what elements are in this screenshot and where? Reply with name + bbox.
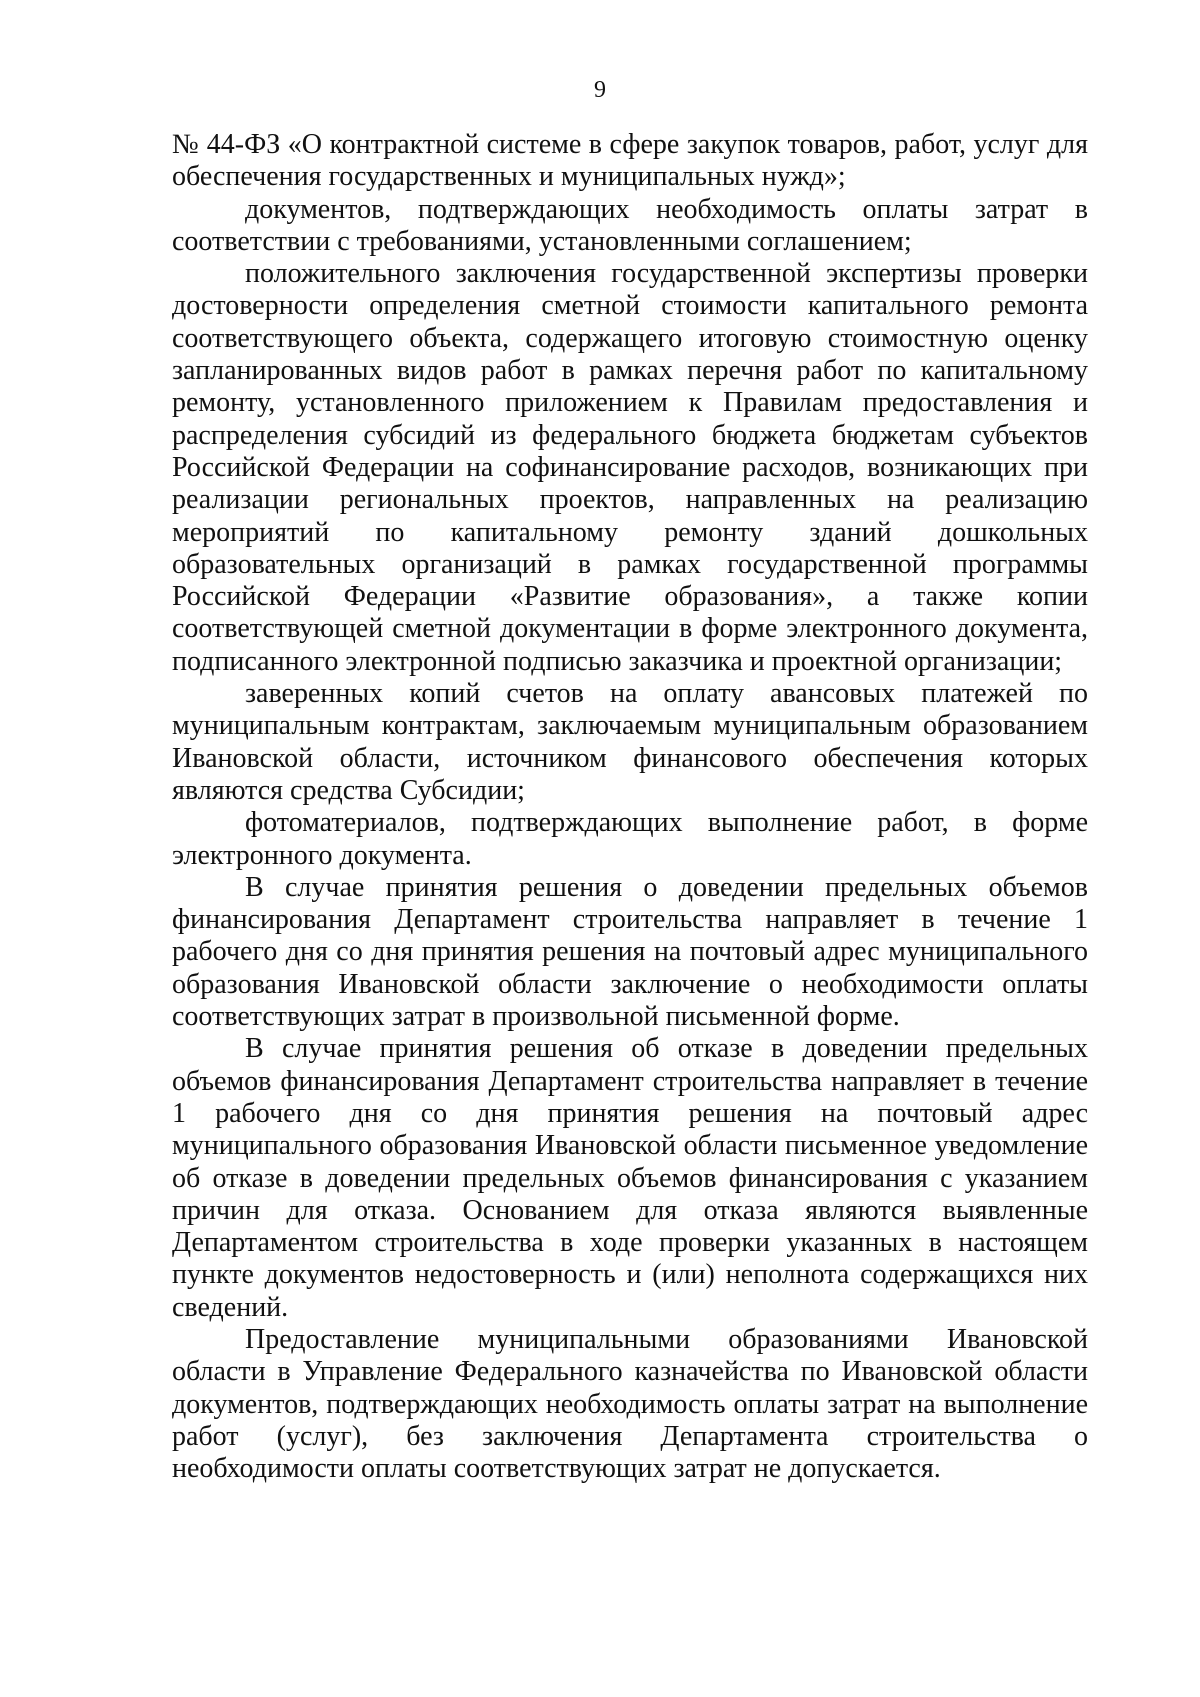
paragraph-4: заверенных копий счетов на оплату авансовых платежей по муниципальным контрактам, заключаемым муниципальным образованием Ивановской области, источником финансового обеспечения которых являются средства Субсидии; [172, 678, 1088, 806]
paragraph-8: Предоставление муниципальными образованиями Ивановской области в Управление Федерального казначейства по Ивановской области документов, подтверждающих необходимость оплаты затрат на выполнение работ (услуг), без заключения Департамента строительства о необходимости оплаты соответствующих затрат не допускается. [172, 1323, 1088, 1485]
paragraph-5: фотоматериалов, подтверждающих выполнение работ, в форме электронного документа. [172, 807, 1088, 871]
paragraph-7: В случае принятия решения об отказе в доведении предельных объемов финансирования Департамент строительства направляет в течение 1 рабочего дня со дня принятия решения на почтовый адрес муниципального образования Ивановской области письменное уведомление об отказе в доведении предельных объемов финансирования с указанием причин для отказа. Основанием для отказа являются выявленные Департаментом строительства в ходе проверки указанных в настоящем пункте документов недостоверность и (или) неполнота содержащихся них сведений. [172, 1033, 1088, 1323]
paragraph-1: № 44-ФЗ «О контрактной системе в сфере закупок товаров, работ, услуг для обеспечения государственных и муниципальных нужд»; [172, 129, 1088, 193]
page-number: 9 [594, 77, 606, 103]
paragraph-2: документов, подтверждающих необходимость оплаты затрат в соответствии с требованиями, установленными соглашением; [172, 193, 1088, 257]
paragraph-6: В случае принятия решения о доведении предельных объемов финансирования Департамент строительства направляет в течение 1 рабочего дня со дня принятия решения на почтовый адрес муниципального образования Ивановской области заключение о необходимости оплаты соответствующих затрат в произвольной письменной форме. [172, 871, 1088, 1033]
document-body [172, 129, 1088, 1485]
paragraph-3: положительного заключения государственной экспертизы проверки достоверности определения сметной стоимости капитального ремонта соответствующего объекта, содержащего итоговую стоимостную оценку запланированных видов работ в рамках перечня работ по капитальному ремонту, установленного приложением к Правилам предоставления и распределения субсидий из федерального бюджета бюджетам субъектов Российской Федерации на софинансирование расходов, возникающих при реализации региональных проектов, направленных на реализацию мероприятий по капитальному ремонту зданий дошкольных образовательных организаций в рамках государственной программы Российской Федерации «Развитие образования», а также копии соответствующей сметной документации в форме электронного документа, подписанного электронной подписью заказчика и проектной организации; [172, 258, 1088, 677]
